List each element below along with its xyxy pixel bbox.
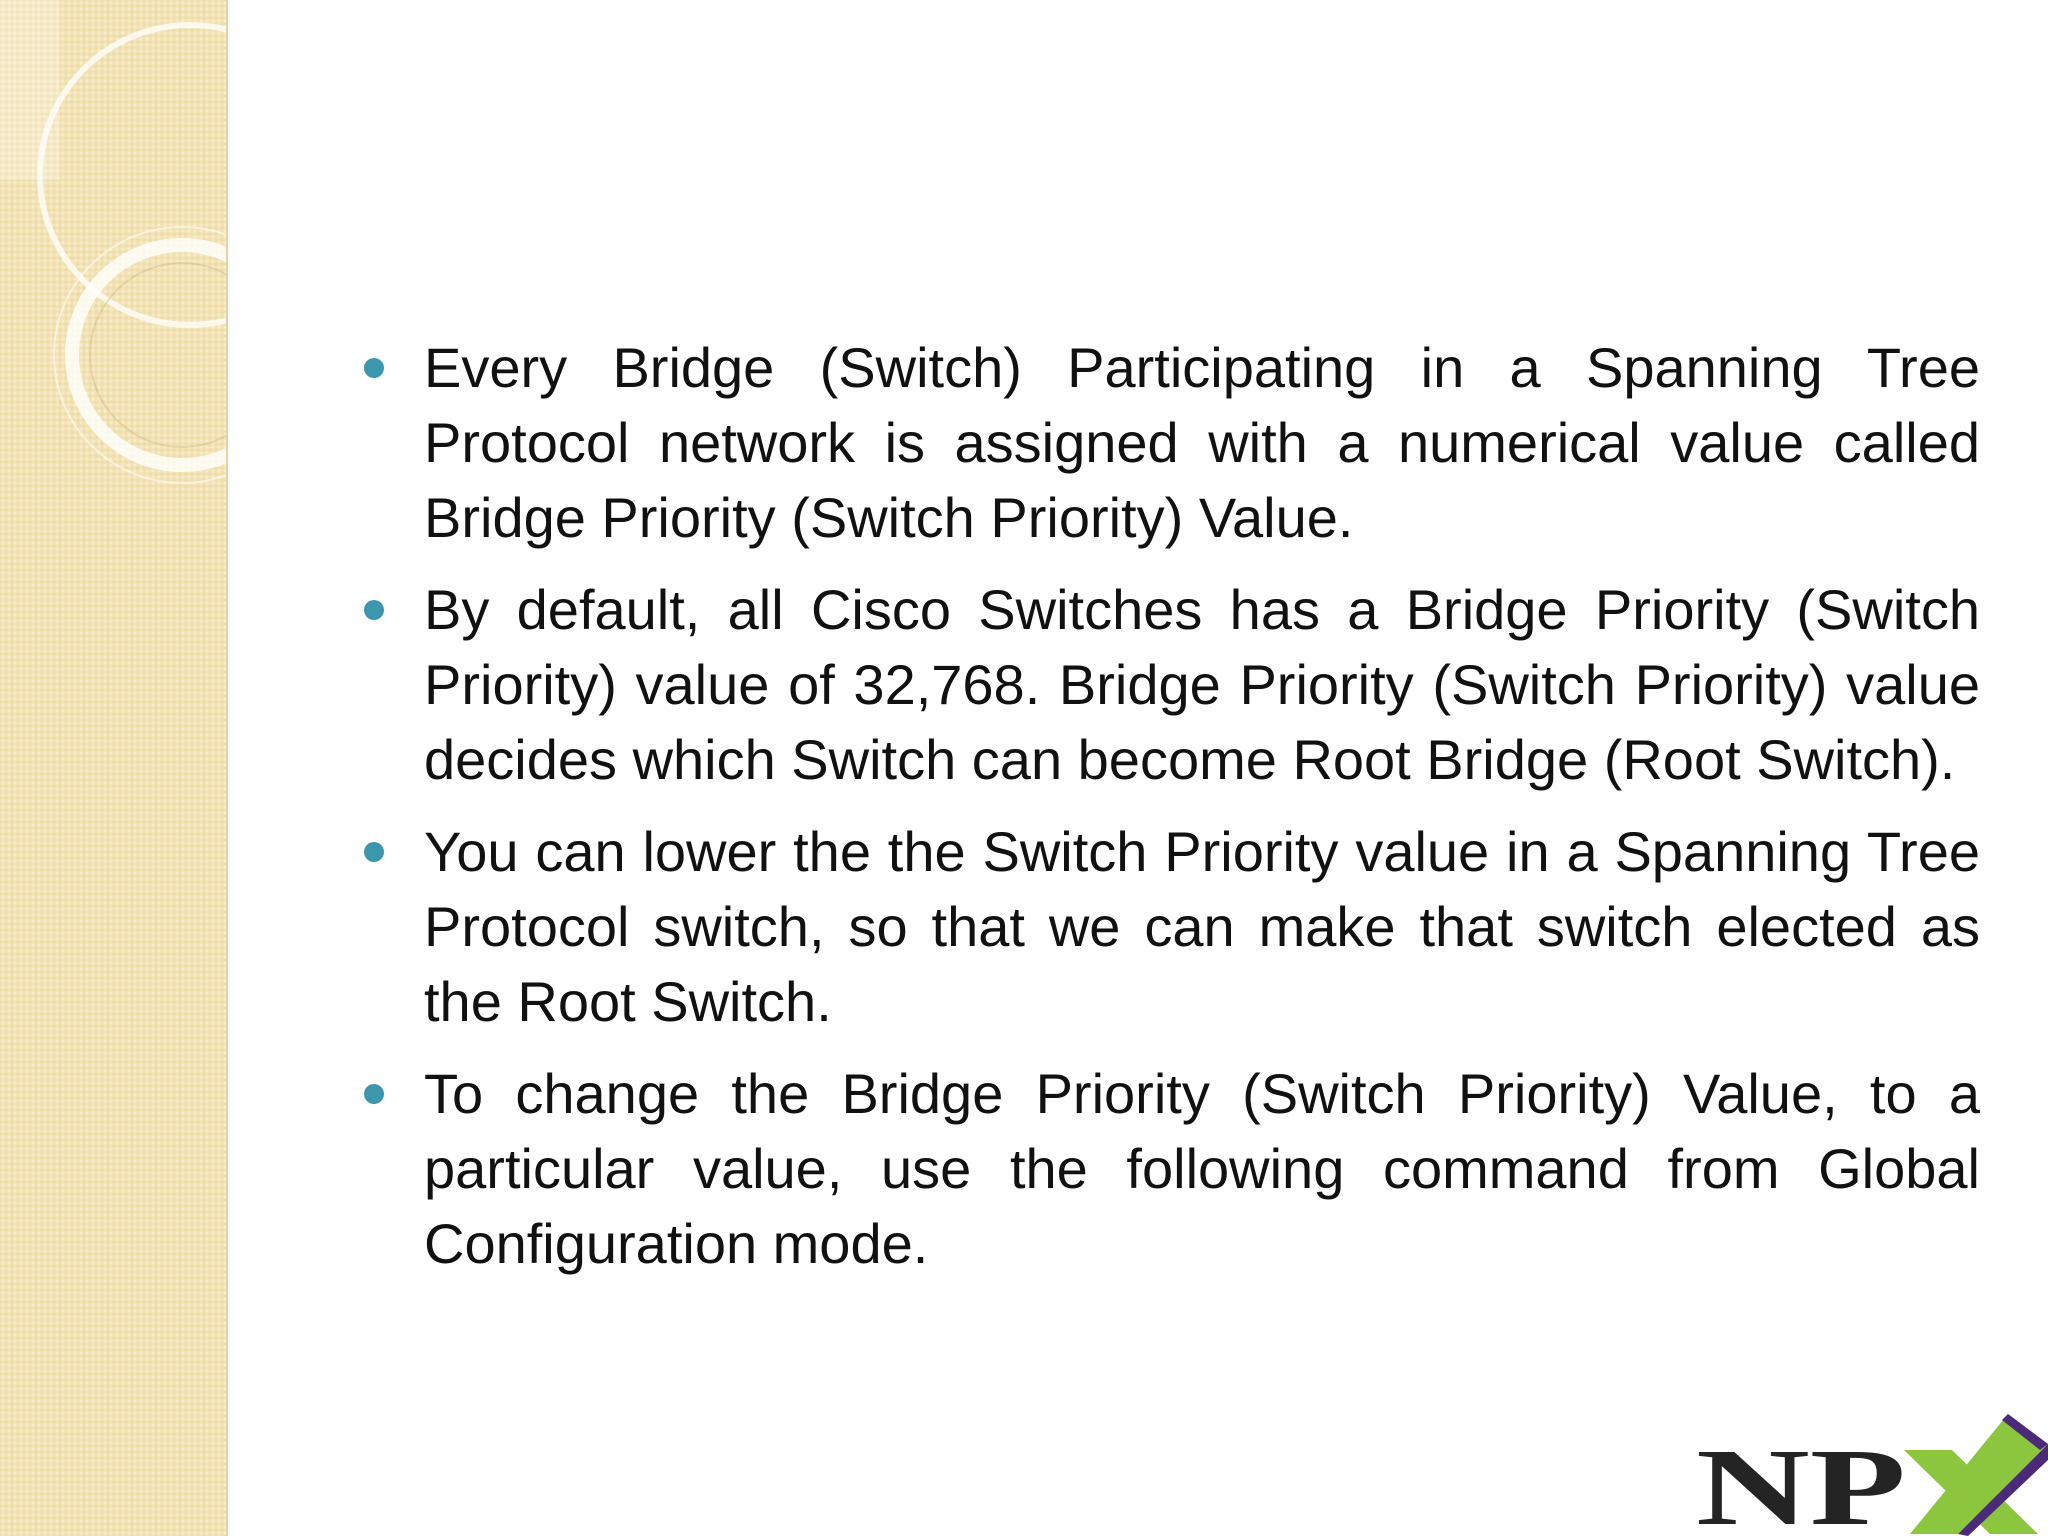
bullet-item <box>350 1056 1980 1281</box>
npx-logo <box>1690 1400 2048 1536</box>
bullet-dot-icon <box>364 600 384 620</box>
bullet-text: Every Bridge (Switch) Participating in a Spanning Tree Protocol network is assigned with a numerical value called Bridge Priority (Switch Priority) Value. <box>424 336 1980 549</box>
slide-content <box>350 330 1980 1298</box>
bullet-item <box>350 572 1980 797</box>
bullet-dot-icon <box>364 1084 384 1104</box>
bullet-item <box>350 814 1980 1039</box>
bullet-list <box>350 330 1980 1281</box>
bullet-item <box>350 330 1980 555</box>
bullet-text: By default, all Cisco Switches has a Bridge Priority (Switch Priority) value of 32,768. Bridge Priority (Switch Priority) value decides which Switch can become Root Bridge (Root Switch). <box>424 578 1980 791</box>
decorative-sidebar <box>0 0 228 1536</box>
bullet-text: You can lower the the Switch Priority value in a Spanning Tree Protocol switch, so that we can make that switch elected as the Root Switch. <box>424 820 1980 1033</box>
bullet-text: To change the Bridge Priority (Switch Priority) Value, to a particular value, use the following command from Global Configuration mode. <box>424 1062 1980 1275</box>
svg-text:NP: NP <box>1696 1426 1906 1536</box>
decorative-rings <box>0 0 226 520</box>
bullet-dot-icon <box>364 358 384 378</box>
bullet-dot-icon <box>364 842 384 862</box>
